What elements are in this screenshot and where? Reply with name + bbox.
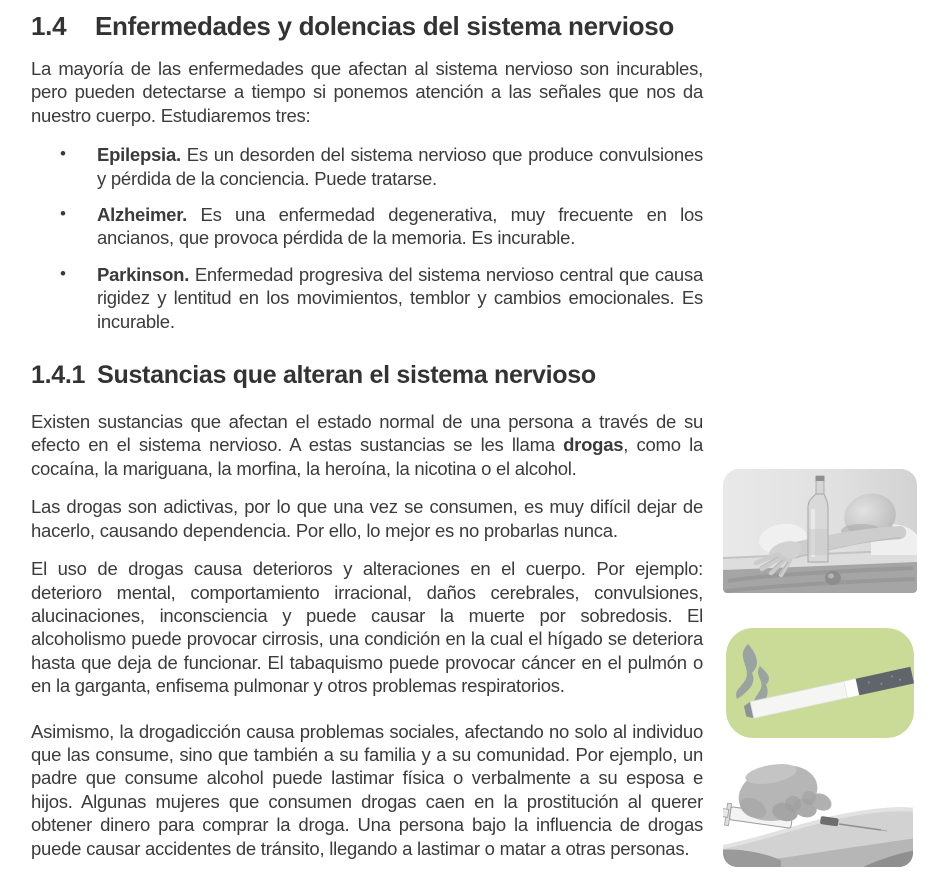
paragraph-text: Existen sustancias que afectan el estado normal de una persona a través de su efecto en el sistema nervioso. A estas sustancias se les llama xyxy=(31,411,703,456)
list-item-parkinson xyxy=(97,263,703,333)
paragraph-adictivas: Las drogas son adictivas, por lo que una vez se consumen, es muy difícil dejar de hacerlo, causando dependencia. Por ello, lo mejor es no probarlas nunca. xyxy=(31,496,703,541)
intro-paragraph: La mayoría de las enfermedades que afectan al sistema nervioso son incurables, pero pueden detectarse a tiempo si ponemos atención a las señales que nos da nuestro cuerpo. Estudiaremos tres: xyxy=(31,58,703,126)
subsection-heading xyxy=(31,360,703,390)
disease-term: Alzheimer. xyxy=(97,204,188,226)
disease-term: Parkinson. xyxy=(97,263,190,285)
subsection-title: Sustancias que alteran el sistema nervioso xyxy=(97,361,596,390)
subsection-number: 1.4.1 xyxy=(31,361,86,390)
disease-description: Enfermedad progresiva del sistema nervioso central que causa rigidez y lentitud en los movimientos, temblor y cambios emocionales. Es incurable. xyxy=(97,263,703,332)
syringe-photo-illustration xyxy=(723,760,913,867)
figure-cigarette-illustration xyxy=(726,628,914,738)
figure-syringe-injection-photo xyxy=(723,760,913,867)
drawer-knob xyxy=(825,571,841,585)
disease-description: Es una enfermedad degenerativa, muy frecuente en los ancianos, que provoca pérdida de la memoria. Es incurable. xyxy=(97,204,703,249)
disease-description: Es un desorden del sistema nervioso que produce convulsiones y pérdida de la conciencia. Puede tratarse. xyxy=(97,144,703,189)
list-item-alzheimer xyxy=(97,203,703,250)
section-number: 1.4 xyxy=(31,11,67,41)
section-heading xyxy=(31,10,703,42)
paragraph-drogas xyxy=(31,410,703,480)
section-title: Enfermedades y dolencias del sistema nervioso xyxy=(95,11,674,41)
highlighted-term-drogas: drogas xyxy=(563,434,624,456)
paragraph-deterioros: El uso de drogas causa deterioros y alteraciones en el cuerpo. Por ejemplo: deterioro mental, comportamiento irracional, daños cerebrales, convulsiones, alucinaciones, inconsciencia y puede causar la muerte por sobredosis. El alcoholismo puede provocar cirrosis, una condición en la cual el hígado se deteriora hasta que deja de funcionar. El tabaquismo puede provocar cáncer en el pulmón o en la garganta, enfisema pulmonar y otros problemas respiratorios. xyxy=(31,558,703,697)
paragraph-sociales: Asimismo, la drogadicción causa problemas sociales, afectando no solo al individuo que las consume, sino que también a su familia y a su comunidad. Por ejemplo, un padre que consume alcohol puede lastimar física o verbalmente a su esposa e hijos. Algunas mujeres que consumen drogas caen en la prostitución al querer obtener dinero para comprar la droga. Una persona bajo la influencia de drogas puede causar accidentes de tránsito, llegando a lastimar o matar a otras personas. xyxy=(31,720,703,859)
figure-alcohol-abuse-photo xyxy=(723,469,917,593)
alcohol-photo-illustration xyxy=(723,469,917,593)
textbook-page-text-column xyxy=(31,0,703,860)
cigarette-illustration xyxy=(726,628,914,738)
disease-term: Epilepsia. xyxy=(97,144,181,166)
list-item-epilepsia xyxy=(97,143,703,190)
paragraph-text: , como la cocaína, la mariguana, la morfina, la heroína, la nicotina o el alcohol. xyxy=(31,434,703,479)
disease-list xyxy=(31,143,703,333)
